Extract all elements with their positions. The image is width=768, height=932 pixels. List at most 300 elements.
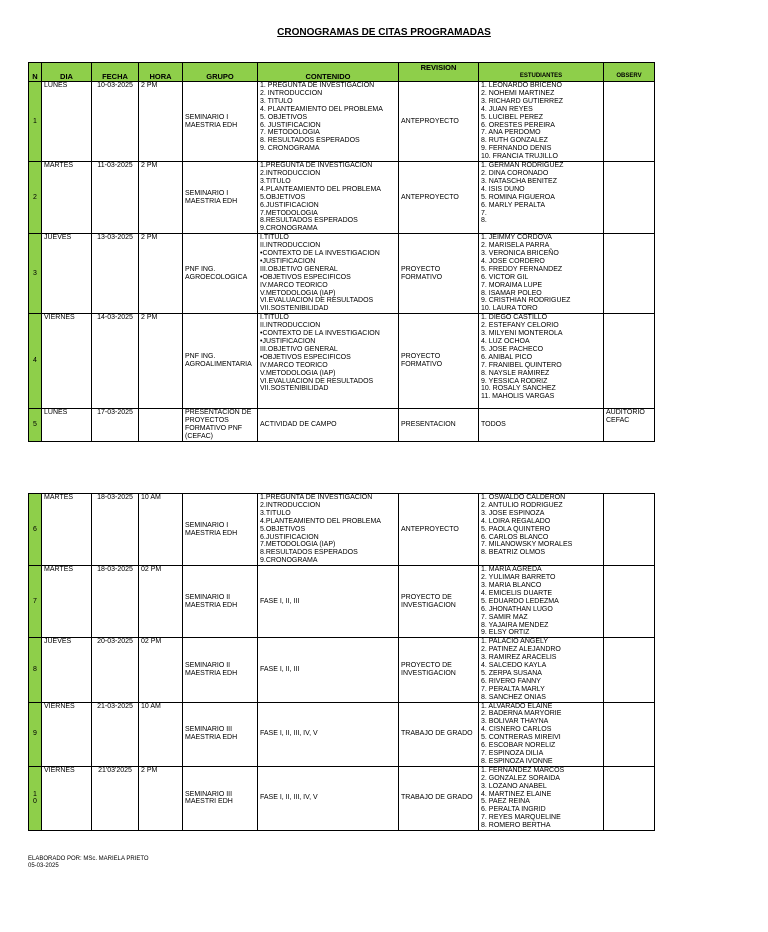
table-row [29,314,655,409]
list-item: 4. CISNERO CARLOS [481,726,552,734]
list-item: II.INTRODUCCION [260,242,321,250]
footer-author: ELABORADO POR: MSc. MARIELA PRIETO [28,856,149,862]
list-item: SEMINARIO II [185,593,231,601]
cell-grupo [183,409,258,442]
list-item: 5. FREDDY FERNANDEZ [481,265,563,273]
list-item: 7. REYES MARQUELINE [481,814,561,822]
list-item: •OBJETIVOS ESPECIFICOS [260,273,351,281]
cell-revision [399,702,479,766]
list-item: 2. GONZALEZ SORAIDA [481,774,560,782]
cell-dia: VIERNES [42,766,92,830]
list-item: VI.EVALUACION DE RESULTADOS [260,297,374,305]
list-item: 1. JEIMMY CORDOVA [481,234,552,242]
table-header-row [29,63,655,82]
list-item: PROYECTO DE [401,662,452,670]
cell-estudiantes [479,314,604,409]
cell-contenido-list [260,794,396,802]
cell-estudiantes [479,566,604,638]
cell-contenido [258,494,399,566]
list-item: AGROALIMENTARIA [185,361,252,369]
schedule-table-1 [28,62,655,442]
list-item: MAESTRIA EDH [185,669,238,677]
list-item: SEMINARIO I [185,113,229,121]
list-item: 8. NAYSLE RAMIREZ [481,369,550,377]
list-item: MAESTRIA EDH [185,197,238,205]
cell-contenido [258,566,399,638]
list-item: MAESTRIA EDH [185,734,238,742]
cell-grupo-list [185,353,255,369]
cell-grupo-list [185,190,255,206]
row-number [29,162,42,234]
list-item: 1. LEONARDO BRICEÑO [481,82,562,89]
list-item: 8. RUTH GONZALEZ [481,137,548,145]
list-item: ANTEPROYECTO [401,117,459,125]
cell-contenido [258,638,399,702]
list-item: PROYECTOS [185,417,229,425]
list-item: 7. MORAIMA LUPE [481,281,543,289]
cell-estudiantes-list [481,494,601,557]
list-item: 2. DINA CORONADO [481,169,549,177]
list-item: 5. CONTRERAS MIREIVI [481,734,561,742]
list-item: VI.EVALUACION DE RESULTADOS [260,377,374,385]
cell-estudiantes [479,766,604,830]
list-item: ANTEPROYECTO [401,193,459,201]
cell-observ [604,82,655,162]
cell-fecha: 18-03-2025 [92,566,139,638]
list-item: 4. MARTINEZ ELAINE [481,790,552,798]
footer [28,856,149,870]
cell-dia: MARTES [42,566,92,638]
cell-contenido-list [260,494,396,565]
cell-contenido-list [260,730,396,738]
list-item: 2.INTRODUCCION [260,169,321,177]
table-row [29,234,655,314]
list-item: ACTIVIDAD DE CAMPO [260,421,337,429]
list-item: 8. BEATRIZ OLMOS [481,549,546,557]
list-item: PNF ING. [185,353,216,361]
list-item: 6. PERALTA INGRID [481,806,546,814]
list-item: 1.PREGUNTA DE INVESTIGACION [260,494,373,501]
list-item: FASE I, II, III [260,597,300,605]
cell-grupo-list [185,791,255,807]
cell-contenido [258,702,399,766]
list-item: 5. PAOLA QUINTERO [481,525,551,533]
table-row [29,566,655,638]
cell-dia: MARTES [42,494,92,566]
list-item: 4.PLANTEAMIENTO DEL PROBLEMA [260,517,381,525]
cell-contenido-list [260,82,396,153]
table-row [29,638,655,702]
cell-observ [604,409,655,442]
list-item: TRABAJO DE GRADO [401,794,473,802]
list-item: VII.SOSTENIBILIDAD [260,385,329,393]
list-item: 6. ORESTES PEREIRA [481,121,555,129]
list-item: SEMINARIO II [185,662,231,670]
cell-estudiantes [479,82,604,162]
list-item: IV.MARCO TEORICO [260,361,328,369]
cell-contenido-list [260,666,396,674]
list-item: 8.RESULTADOS ESPERADOS [260,217,358,225]
cell-grupo [183,638,258,702]
list-item: 9. CRISTHIAN RODRIGUEZ [481,297,571,305]
cell-fecha: 18-03-2025 [92,494,139,566]
list-item: 3. VERONICA BRICEÑO [481,250,559,258]
list-item: 8. RESULTADOS ESPERADOS [260,137,360,145]
list-item: 7. ESPINOZA DILIA [481,750,544,757]
cell-observ [604,494,655,566]
cell-hora: 10 AM [139,702,183,766]
list-item: 2. YULIMAR BARRETO [481,574,556,582]
cell-contenido [258,234,399,314]
cell-fecha: 10-03-2025 [92,82,139,162]
list-item: 9. ELSY ORTIZ [481,629,530,637]
list-item: FASE I, II, III, IV, V [260,730,318,738]
cell-revision-list [401,421,476,429]
list-item: SEMINARIO III [185,790,233,798]
list-item: V.METODOLOGIA (IAP) [260,289,336,297]
cell-revision [399,494,479,566]
list-item: 2. INTRODUCCION [260,89,323,97]
list-item: •JUSTIFICACION [260,257,316,265]
cell-revision-list [401,118,476,126]
list-item: 7. [481,209,487,217]
list-item: 8. ISAMAR POLEO [481,289,542,297]
list-item: FASE I, II, III [260,665,300,673]
cell-revision [399,314,479,409]
cell-grupo-list [185,409,255,441]
cell-grupo-list [185,726,255,742]
list-item: PROYECTO DE [401,593,452,601]
cell-revision-list [401,594,476,610]
list-item: 1. PREGUNTA DE INVESTIGACION [260,82,375,89]
list-item: 7. PERALTA MARLY [481,685,545,693]
list-item: VII.SOSTENIBILIDAD [260,305,329,313]
cell-hora: 02 PM [139,638,183,702]
cell-revision [399,82,479,162]
cell-estudiantes-list [481,566,601,637]
header-fecha: FECHA [92,63,139,82]
list-item: III.OBJETIVO GENERAL [260,345,338,353]
list-item: 6. JHONATHAN LUGO [481,605,553,613]
row-number-text: 1 0 [33,790,37,806]
row-number [29,566,42,638]
list-item: 7. FRANIBEL QUINTERO [481,361,562,369]
list-item: PROYECTO [401,265,441,273]
cell-estudiantes-list [481,703,601,766]
list-item: 7. ANA PERDOMO [481,129,541,137]
list-item: CEFAC [606,417,630,425]
list-item: 5.OBJETIVOS [260,525,306,533]
list-item: V.METODOLOGIA (IAP) [260,369,336,377]
row-number-text: 4 [33,357,37,365]
cell-estudiantes-list [481,162,601,225]
cell-grupo-list [185,594,255,610]
list-item: •CONTEXTO DE LA INVESTIGACION [260,330,380,338]
list-item: III.OBJETIVO GENERAL [260,265,338,273]
list-item: 3. NATASCHA BENITEZ [481,177,557,185]
cell-fecha: 17-03-2025 [92,409,139,442]
cell-estudiantes-list [481,314,601,401]
list-item: MAESTRIA EDH [185,121,238,129]
cell-contenido-list [260,598,396,606]
cell-dia: JUEVES [42,234,92,314]
cell-observ [604,234,655,314]
list-item: 2. MARISELA PARRA [481,242,550,250]
header-hora: HORA [139,63,183,82]
list-item: I.TITULO [260,314,289,322]
cell-hora: 2 PM [139,314,183,409]
cell-observ [604,162,655,234]
cell-revision [399,638,479,702]
list-item: 6. CARLOS BLANCO [481,533,549,541]
list-item: SEMINARIO I [185,189,229,197]
cell-estudiantes [479,494,604,566]
header-estudiantes: ESTUDIANTES [479,63,604,82]
list-item: AUDITORIO [606,409,645,417]
list-item: SEMINARIO I [185,521,229,529]
row-number [29,766,42,830]
list-item: 9.CRONOGRAMA [260,557,318,565]
list-item: 1. DIEGO CASTILLO [481,314,548,322]
list-item: 1. GERMAN RODRIGUEZ [481,162,564,170]
list-item: PROYECTO [401,353,441,361]
cell-hora: 2 PM [139,82,183,162]
list-item: 5. LUCIBEL PEREZ [481,113,543,121]
cell-revision [399,766,479,830]
cell-contenido-list [260,162,396,233]
row-number-text: 8 [33,665,37,673]
list-item: 6. ESCOBAR NORELIZ [481,742,556,750]
list-item: 4. EMICELIS DUARTE [481,589,553,597]
schedule-table-2 [28,493,655,831]
document-title: CRONOGRAMAS DE CITAS PROGRAMADAS [277,27,491,38]
row-number-text: 3 [33,269,37,277]
cell-contenido [258,162,399,234]
cell-fecha: 14-03-2025 [92,314,139,409]
header-grupo: GRUPO [183,63,258,82]
list-item: 3.TITULO [260,177,291,185]
row-number-text: 1 [33,117,37,125]
list-item: 3. MARIA BLANCO [481,581,542,589]
list-item: 2. ANTULIO RODRIGUEZ [481,501,563,509]
cell-contenido-list [260,314,396,393]
list-item: 8. ROMERO BERTHA [481,822,551,830]
list-item: PRESENTACION DE [185,409,252,417]
cell-revision-list [401,526,476,534]
list-item: (CEFAC) [185,433,213,440]
schedule-body-2 [29,494,655,831]
row-number-text: 2 [33,193,37,201]
row-number-text: 5 [33,421,37,429]
cell-estudiantes [479,409,604,442]
cell-dia: JUEVES [42,638,92,702]
cell-contenido-list [260,421,396,429]
list-item: 5. JOSE PACHECO [481,345,544,353]
list-item: 1. ALVARADO ELAINE [481,702,553,710]
list-item: 1.PREGUNTA DE INVESTIGACION [260,162,373,170]
cell-grupo [183,566,258,638]
cell-revision-list [401,794,476,802]
cell-contenido [258,409,399,442]
header-contenido: CONTENIDO [258,63,399,82]
cell-estudiantes-list [481,767,601,830]
list-item: 4. LOIRA REGALADO [481,517,551,525]
cell-estudiantes-list [481,234,601,313]
list-item: 9. CRONOGRAMA [260,145,320,153]
cell-estudiantes [479,234,604,314]
list-item: 1. OSWALDO CALDERON [481,494,566,501]
cell-fecha: 21-03-2025 [92,702,139,766]
cell-hora: 02 PM [139,566,183,638]
cell-grupo [183,162,258,234]
list-item: 8. [481,217,487,225]
list-item: 11. MAHOLIS VARGAS [481,393,555,401]
header-n: N [29,63,42,82]
cell-grupo [183,82,258,162]
list-item: 2. ESTEFANY CELORIO [481,322,559,330]
list-item: 5. PAEZ REINA [481,798,530,806]
cell-grupo [183,766,258,830]
list-item: 10. FRANCIA TRUJILLO [481,153,558,161]
list-item: 5.OBJETIVOS [260,193,306,201]
cell-hora: 2 PM [139,766,183,830]
table-row [29,702,655,766]
list-item: FORMATIVO [401,361,443,369]
cell-revision-list [401,266,476,282]
list-item: 6.JUSTIFICACION [260,201,319,209]
list-item: 2. PATINEZ ALEJANDRO [481,646,561,654]
list-item: II.INTRODUCCION [260,322,321,330]
cell-contenido-list [260,234,396,313]
table-row [29,409,655,442]
cell-observ [604,314,655,409]
list-item: FORMATIVO PNF [185,425,243,433]
table-row [29,82,655,162]
list-item: 2. BADERNA MARYORIE [481,710,562,718]
cell-contenido [258,766,399,830]
table-row [29,766,655,830]
list-item: 8.RESULTADOS ESPERADOS [260,549,358,557]
list-item: 5. ZERPA SUSANA [481,669,542,677]
list-item: •OBJETIVOS ESPECIFICOS [260,353,351,361]
cell-dia: VIERNES [42,702,92,766]
cell-revision-list [401,662,476,678]
list-item: 5. OBJETIVOS [260,113,308,121]
list-item: 3. JOSE ESPINOZA [481,509,545,517]
row-number [29,494,42,566]
cell-dia: LUNES [42,409,92,442]
list-item: 10. ROSALY SANCHEZ [481,385,556,393]
list-item: 4. SALCEDO KAYLA [481,662,547,670]
list-item: TRABAJO DE GRADO [401,730,473,738]
list-item: MAESTRIA EDH [185,529,238,537]
list-item: 9. FERNANDO DENIS [481,145,552,153]
header-observ: OBSERV [604,63,655,82]
cell-estudiantes-list [481,638,601,701]
row-number-text: 9 [33,730,37,738]
cell-revision-list [401,194,476,202]
list-item: 4. PLANTEAMIENTO DEL PROBLEMA [260,105,383,113]
list-item: 6. JUSTIFICACION [260,121,321,129]
cell-hora: 2 PM [139,234,183,314]
list-item: SEMINARIO III [185,726,233,734]
list-item: 3. RICHARD GUTIERREZ [481,97,564,105]
list-item: 2. NOHEMI MARTINEZ [481,89,555,97]
cell-hora [139,409,183,442]
table-row [29,494,655,566]
list-item: 4. JUAN REYES [481,105,533,113]
list-item: MAESTRIA EDH [185,601,238,609]
list-item: 6. MARLY PERALTA [481,201,546,209]
list-item: 9. YESSICA RODRIZ [481,377,548,385]
row-number [29,409,42,442]
cell-grupo [183,702,258,766]
cell-revision [399,162,479,234]
list-item: 4. LUZ OCHOA [481,338,530,345]
cell-contenido [258,314,399,409]
list-item: 4. ISIS DUNO [481,185,525,193]
cell-revision-list [401,353,476,369]
list-item: 6.JUSTIFICACION [260,533,319,541]
cell-estudiantes [479,638,604,702]
cell-observ [604,702,655,766]
list-item: ANTEPROYECTO [401,525,459,533]
cell-grupo [183,494,258,566]
row-number [29,234,42,314]
list-item: 5. EDUARDO LEDEZMA [481,597,559,605]
list-item: 3. RAMIREZ ARACELIS [481,654,557,662]
list-item: •CONTEXTO DE LA INVESTIGACION [260,250,380,258]
list-item: 3.TITULO [260,509,291,517]
list-item: 3. LOZANO ANABEL [481,782,547,790]
list-item: 6. VICTOR GIL [481,273,529,281]
footer-date: 05-03-2025 [28,863,59,869]
cell-dia: VIERNES [42,314,92,409]
list-item: PNF ING. [185,265,216,273]
list-item: AGROECOLOGICA [185,273,248,281]
cell-grupo-list [185,114,255,130]
cell-estudiantes [479,162,604,234]
row-number [29,702,42,766]
list-item: 7. METODOLOGIA [260,129,320,137]
cell-grupo-list [185,662,255,678]
cell-hora: 2 PM [139,162,183,234]
list-item: 7. SAMIR MAZ [481,613,528,621]
list-item: INVESTIGACION [401,601,456,609]
list-item: 8. YAJAIRA MENDEZ [481,621,549,629]
list-item: •JUSTIFICACION [260,338,316,345]
row-number-text: 6 [33,525,37,533]
cell-observ [604,566,655,638]
list-item: 7. MILANOWSKY MORALES [481,541,573,549]
cell-observ [604,766,655,830]
cell-revision [399,566,479,638]
list-item: 4.PLANTEAMIENTO DEL PROBLEMA [260,185,381,193]
table-row [29,162,655,234]
cell-grupo [183,314,258,409]
header-dia: DIA [42,63,92,82]
cell-observ-list [606,409,652,425]
cell-dia: LUNES [42,82,92,162]
list-item: 6. RIVERO FANNY [481,677,541,685]
list-item: 1. PALACIO ANGELY [481,638,549,646]
list-item: 7.METODOLOGIA [260,209,318,217]
list-item: 3. TITULO [260,97,293,105]
schedule-body-1 [29,82,655,442]
list-item: 9.CRONOGRAMA [260,225,318,233]
list-item: 2.INTRODUCCION [260,501,321,509]
cell-hora: 10 AM [139,494,183,566]
